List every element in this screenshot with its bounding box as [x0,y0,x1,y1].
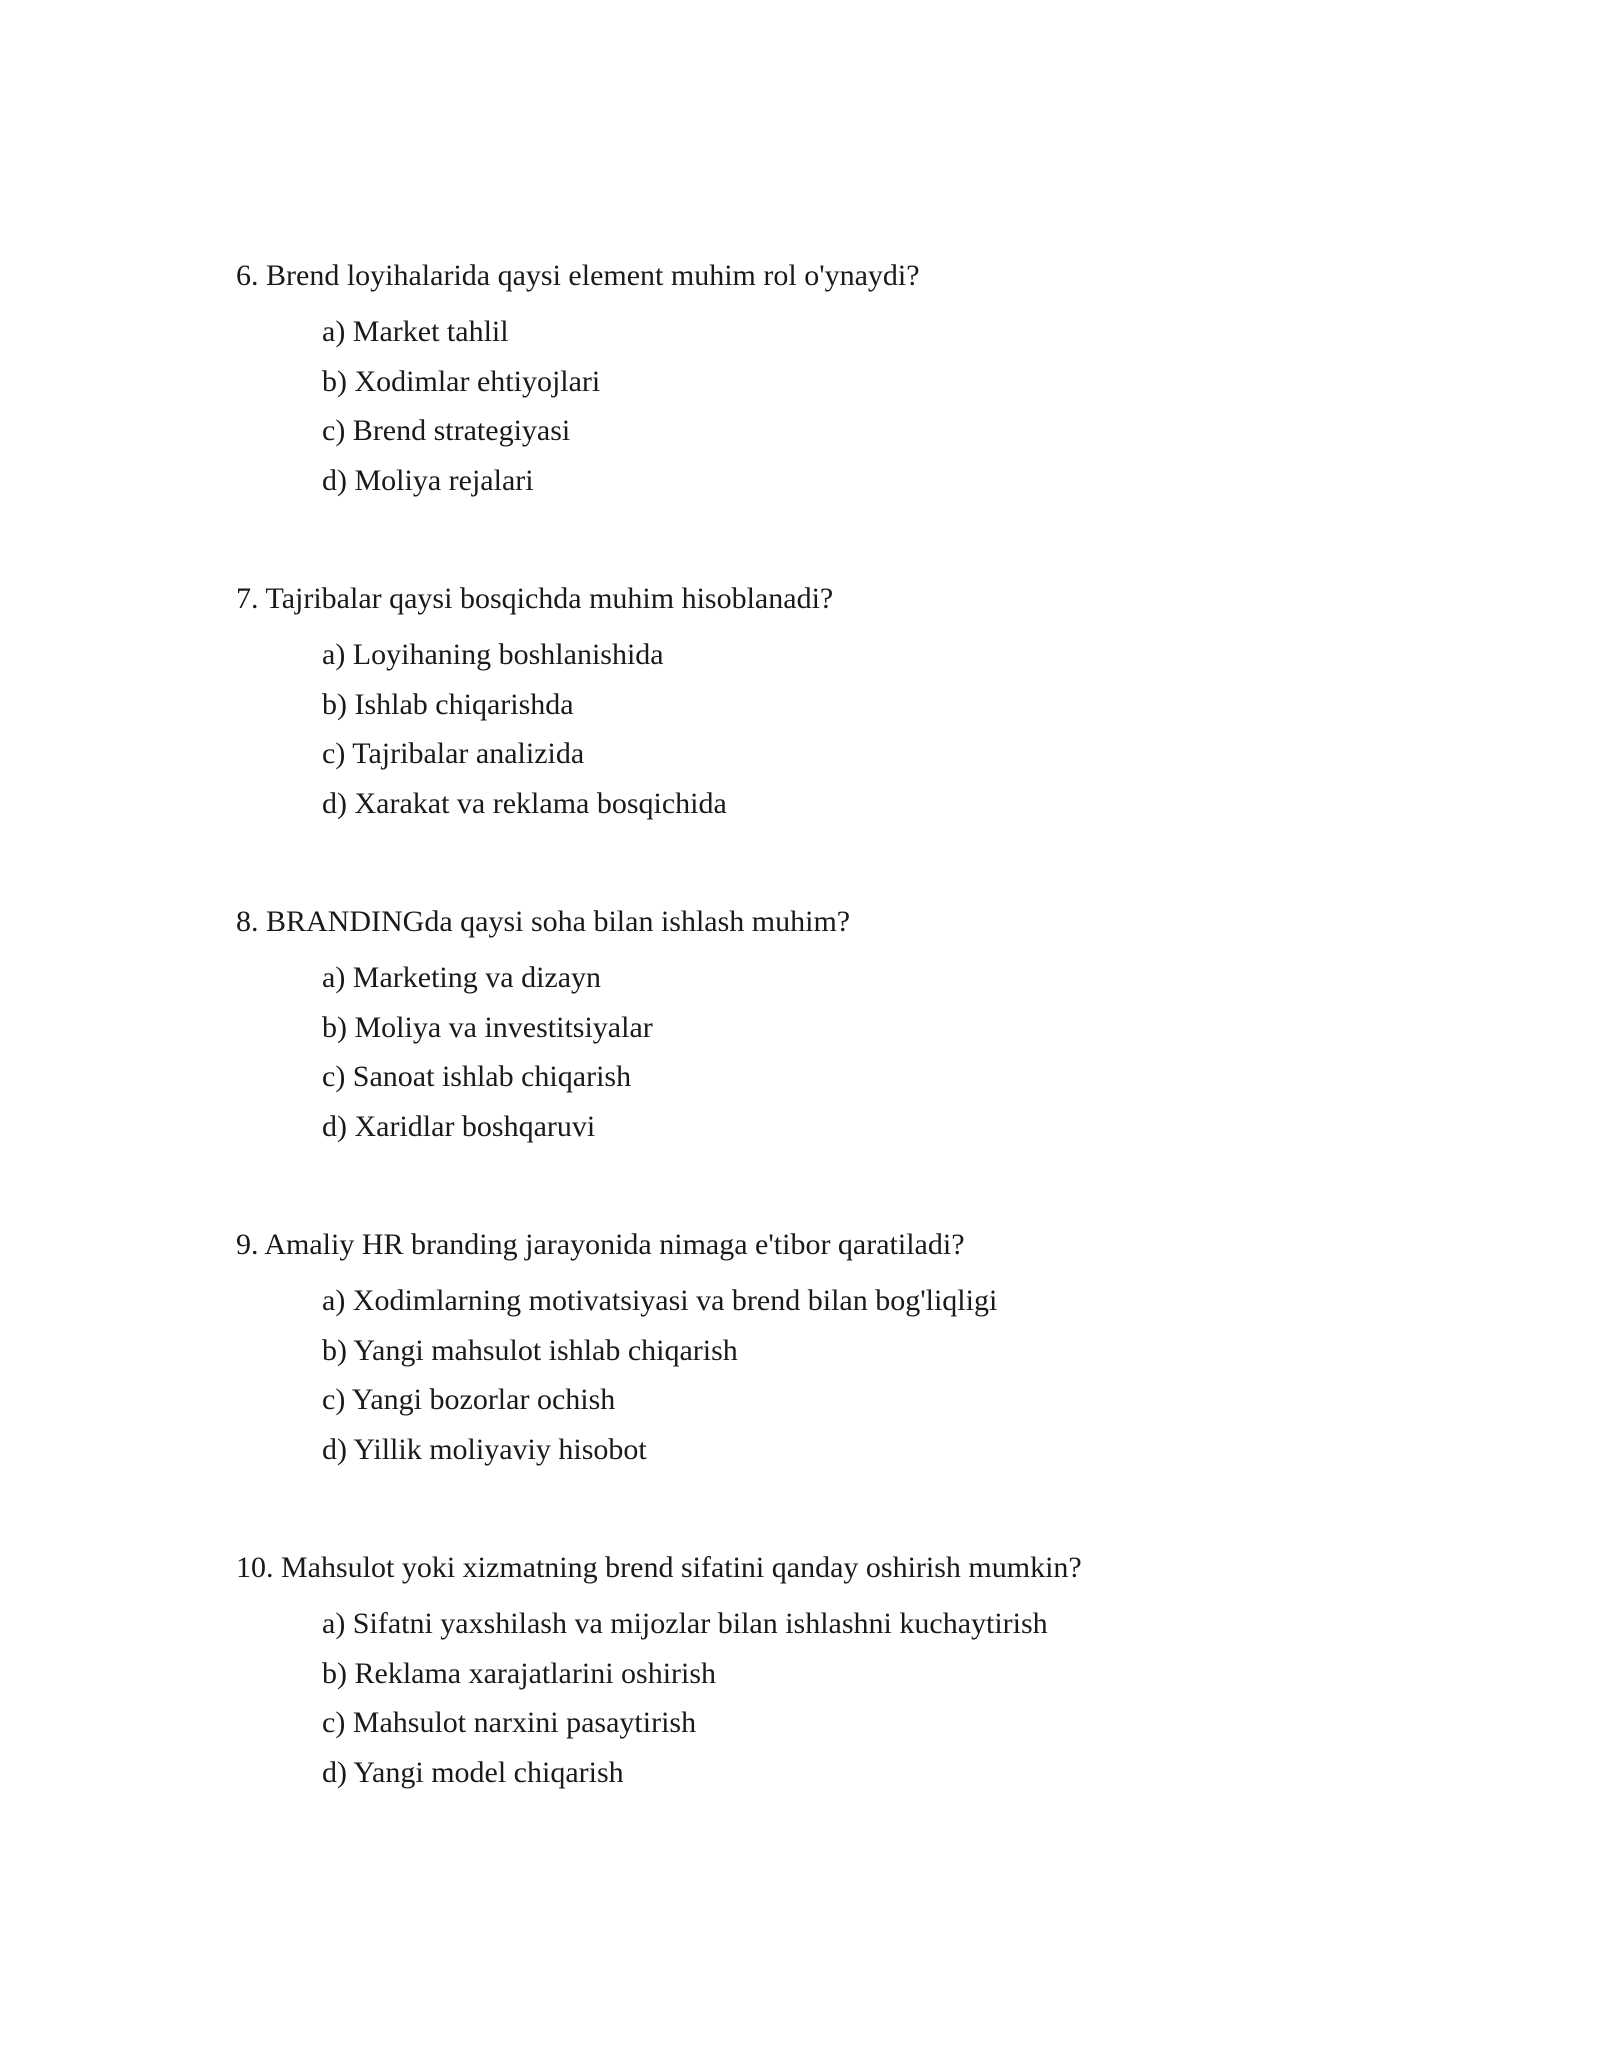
question-text: 8. BRANDINGda qaysi soha bilan ishlash muhim? [236,905,851,938]
answer-options [236,1604,1436,1802]
question-text: 10. Mahsulot yoki xizmatning brend sifatini qanday oshirish mumkin? [236,1551,1082,1584]
answer-options [236,312,1436,510]
answer-option: c) Mahsulot narxini pasaytirish [322,1706,697,1739]
question-block [236,256,1436,510]
answer-option: c) Sanoat ishlab chiqarish [322,1060,632,1093]
answer-option: d) Moliya rejalari [322,463,534,497]
question-text: 6. Brend loyihalarida qaysi element muhim rol o'ynaydi? [236,259,920,292]
answer-option: b) Moliya va investitsiyalar [322,1010,653,1044]
answer-option: b) Xodimlar ehtiyojlari [322,364,601,398]
question-block [236,902,1436,1156]
answer-option: b) Reklama xarajatlarini oshirish [322,1656,717,1690]
answer-option: d) Xarakat va reklama bosqichida [322,786,727,820]
answer-option: b) Ishlab chiqarishda [322,687,574,721]
answer-option: c) Yangi bozorlar ochish [322,1383,616,1416]
answer-options [236,958,1436,1156]
answer-options [236,635,1436,833]
answer-option: a) Market tahlil [322,315,509,348]
answer-option: a) Marketing va dizayn [322,961,602,994]
question-text: 7. Tajribalar qaysi bosqichda muhim hisoblanadi? [236,582,834,615]
question-block [236,1225,1436,1479]
answer-options [236,1281,1436,1479]
question-block [236,579,1436,833]
answer-option: a) Sifatni yaxshilash va mijozlar bilan ishlashni kuchaytirish [322,1607,1048,1640]
answer-option: d) Yillik moliyaviy hisobot [322,1432,647,1466]
answer-option: c) Brend strategiyasi [322,414,571,447]
answer-option: a) Loyihaning boshlanishida [322,638,664,671]
answer-option: d) Xaridlar boshqaruvi [322,1109,596,1143]
answer-option: b) Yangi mahsulot ishlab chiqarish [322,1333,738,1367]
question-block [236,1548,1436,1802]
answer-option: a) Xodimlarning motivatsiyasi va brend bilan bog'liqligi [322,1284,998,1317]
answer-option: c) Tajribalar analizida [322,737,585,770]
answer-option: d) Yangi model chiqarish [322,1755,624,1789]
question-text: 9. Amaliy HR branding jarayonida nimaga e'tibor qaratiladi? [236,1228,965,1261]
